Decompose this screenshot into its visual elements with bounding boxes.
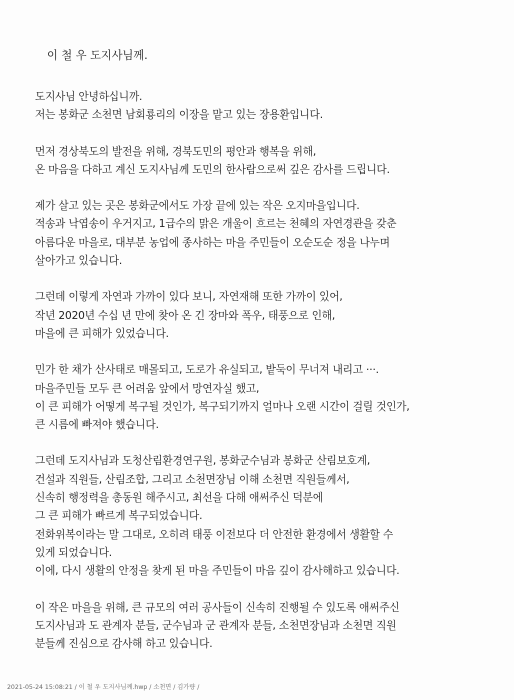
- letter-line: 이 작은 마을을 위해, 큰 규모의 여러 공사들이 신속히 진행될 수 있도록 애써주신: [35, 601, 400, 614]
- letter-line: 분들께 진심으로 감사해 하고 있습니다.: [35, 638, 213, 651]
- letter-line: 신속히 행정력을 총동원 해주시고, 최선을 다해 애써주신 덕분에: [35, 492, 323, 505]
- letter-line: 큰 시름에 빠져야 했습니다.: [35, 419, 159, 432]
- letter-paragraphs: [35, 88, 497, 653]
- letter-line: 이 큰 피해가 어떻게 복구될 것인가, 복구되기까지 얼마나 오랜 시간이 걸릴 것인가,: [35, 400, 410, 413]
- letter-line: 그런데 도지사님과 도청산림환경연구원, 봉화군수님과 봉화군 산림보호계,: [35, 455, 371, 468]
- letter-line: 마을주민들 모두 큰 어려움 앞에서 망연자실 했고,: [35, 382, 260, 395]
- letter-line: 도지사님 안녕하십니까.: [35, 91, 143, 103]
- letter-line: 적송과 낙엽송이 우거지고, 1급수의 맑은 개울이 흐르는 천혜의 자연경관을 갖춘: [35, 218, 397, 231]
- letter-line: 먼저 경상북도의 발전을 위해, 경북도민의 평안과 행복을 위해,: [35, 145, 317, 158]
- letter-paragraph: [35, 288, 497, 343]
- letter-line: 제가 살고 있는 곳은 봉화군에서도 가장 끝에 있는 작은 오지마을입니다.: [35, 200, 360, 213]
- letter-line: 그런데 이렇게 자연과 가까이 있다 보니, 자연재해 또한 가까이 있어,: [35, 291, 343, 304]
- letter-line: 저는 봉화군 소천면 남회룡리의 이장을 맡고 있는 장용환입니다.: [35, 109, 323, 122]
- letter-salutation: 이 철 우 도지사님께.: [47, 49, 148, 62]
- letter-line: 그 큰 피해가 빠르게 복구되었습니다.: [35, 510, 203, 523]
- letter-line: 마을에 큰 피해가 있었습니다.: [35, 327, 169, 340]
- document-footer: 2021-05-24 15:08:21 / 이 철 우 도지사님께.hwp / 소천면 / 김가량 /: [7, 684, 200, 691]
- letter-line: 이에, 다시 생활의 안정을 찾게 된 마을 주민들이 마음 깊이 감사해하고 있습니다.: [35, 565, 400, 578]
- letter-paragraph: [35, 452, 497, 580]
- letter-line: 작년 2020년 수십 년 만에 찾아 온 긴 장마와 폭우, 태풍으로 인해,: [35, 309, 336, 322]
- letter-line: 건설과 직원들, 산림조합, 그리고 소천면장님 이해 소천면 직원들께서,: [35, 473, 350, 486]
- letter-paragraph: [35, 143, 497, 180]
- letter-line: 아름다운 마을로, 대부분 농업에 종사하는 마을 주민들이 오순도순 정을 나누며: [35, 236, 390, 249]
- letter-line: 전화위복이라는 말 그대로, 오히려 태풍 이전보다 더 안전한 환경에서 생활할 수: [35, 528, 394, 541]
- letter-paragraph: [35, 88, 497, 125]
- letter-line: 도지사님과 도 관계자 분들, 군수님과 군 관계자 분들, 소천면장님과 소천면 직원: [35, 619, 397, 632]
- letter-line: 민가 한 채가 산사태로 매몰되고, 도로가 유실되고, 밭둑이 무너져 내리고 ···.: [35, 364, 379, 377]
- letter-paragraph: [35, 361, 497, 434]
- letter-paragraph: [35, 197, 497, 270]
- letter-paragraph: [35, 599, 497, 654]
- letter-line: 온 마음을 다하고 계신 도지사님께 도민의 한사람으로써 깊은 감사를 드립니다.: [35, 163, 390, 176]
- letter-body: [35, 47, 497, 671]
- letter-line: 있게 되었습니다.: [35, 546, 113, 559]
- letter-line: 살아가고 있습니다.: [35, 255, 123, 268]
